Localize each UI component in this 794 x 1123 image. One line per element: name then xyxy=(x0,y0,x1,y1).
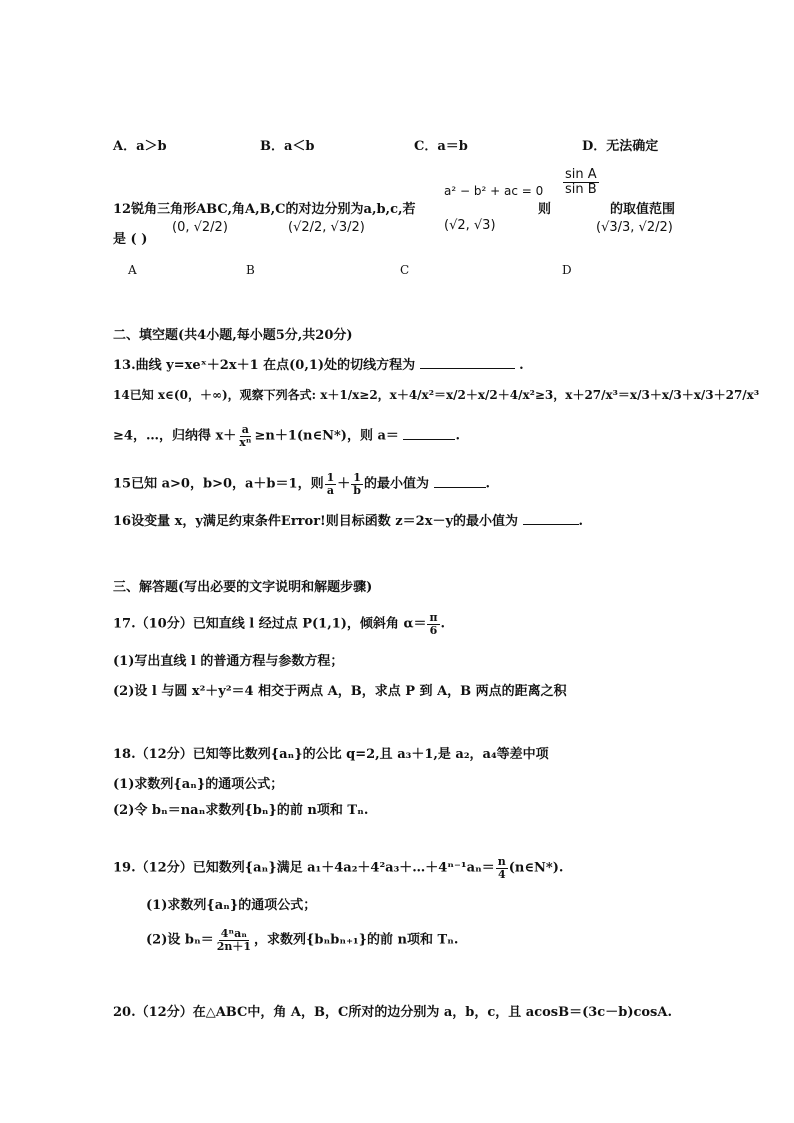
choice-c: C．a＝b xyxy=(414,139,468,154)
q15-plus: ＋ xyxy=(337,476,351,492)
option-d-range: (√3/3, √2/2) xyxy=(596,220,673,235)
q12-range-text: 的取值范围 xyxy=(610,202,676,217)
option-c-range: (√2, √3) xyxy=(444,218,496,233)
q14-text-b: ≥n＋1(n∈N*)，则 a＝ xyxy=(254,428,399,444)
q19-part2 xyxy=(146,928,458,952)
q18-head: 18.（12分）已知等比数列{aₙ}的公比 q=2,且 a₃＋1,是 a₂，a₄等差中项 xyxy=(113,747,549,762)
q17-part1: (1)写出直线 l 的普通方程与参数方程； xyxy=(113,654,344,669)
q13-text: 13.曲线 y=xeˣ＋2x＋1 在点(0,1)处的切线方程为 xyxy=(113,358,416,373)
label-b: B xyxy=(246,263,255,277)
section-2-title: 二、填空题(共4小题,每小题5分,共20分) xyxy=(113,328,353,343)
q16-text: 16设变量 x，y满足约束条件Error!则目标函数 z＝2x－y的最小值为 xyxy=(113,514,519,529)
q12-sin-fraction xyxy=(562,168,600,196)
q12-text: 12锐角三角形ABC,角A,B,C的对边分别为a,b,c,若 xyxy=(113,202,416,217)
q19-p2-num: 4ⁿaₙ xyxy=(220,927,247,940)
q17-head xyxy=(113,612,445,636)
q14-line2 xyxy=(113,424,460,448)
q14-den: xⁿ xyxy=(239,435,252,449)
q15-d2: b xyxy=(353,483,361,497)
q17-num: π xyxy=(429,611,438,624)
choice-b: B．a＜b xyxy=(260,139,315,154)
q12-then: 则 xyxy=(538,202,552,217)
q13-end: . xyxy=(519,358,524,373)
label-c: C xyxy=(400,263,410,277)
q18-part1: (1)求数列{aₙ}的通项公式； xyxy=(113,777,284,792)
q15-text: 15已知 a>0，b>0，a＋b＝1，则 xyxy=(113,476,324,492)
q18-part2: (2)令 bₙ＝naₙ求数列{bₙ}的前 n项和 Tₙ. xyxy=(113,803,369,818)
q13-answer-blank xyxy=(420,368,515,369)
q15-d1: a xyxy=(326,483,334,497)
choice-d: D．无法确定 xyxy=(582,139,659,154)
option-a-range: (0, √2/2) xyxy=(172,220,228,235)
q14-num: a xyxy=(241,423,249,436)
q15-text-b: 的最小值为 xyxy=(363,476,429,492)
q19-den: 4 xyxy=(497,867,506,881)
q12-condition: a² − b² + ac = 0 xyxy=(444,184,544,198)
q15-answer-blank xyxy=(434,487,486,488)
q17-text: 17.（10分）已知直线 l 经过点 P(1,1)，倾斜角 α＝ xyxy=(113,616,427,632)
option-b-range: (√2/2, √3/2) xyxy=(288,220,365,235)
q19-p2-den: 2n＋1 xyxy=(216,939,252,953)
q13 xyxy=(113,354,524,373)
label-d: D xyxy=(562,263,572,277)
q14-text-a: ≥4，…，归纳得 x＋ xyxy=(113,428,237,444)
frac-numerator: sin A xyxy=(565,167,597,182)
q12-paren: 是 ( ) xyxy=(113,232,148,247)
q19-num: n xyxy=(497,855,506,868)
q15-end: . xyxy=(485,476,491,492)
q15-n1: 1 xyxy=(326,471,335,484)
q19-text-b: (n∈N*). xyxy=(508,860,564,876)
q17-part2: (2)设 l 与圆 x²＋y²＝4 相交于两点 A，B，求点 P 到 A，B 两点的距离之积 xyxy=(113,684,567,699)
q19-part1: (1)求数列{aₙ}的通项公式； xyxy=(146,898,317,913)
q14-answer-blank xyxy=(403,439,455,440)
choice-a: A．a＞b xyxy=(113,139,167,154)
q17-tail: . xyxy=(440,616,446,632)
q20: 20.（12分）在△ABC中，角 A，B，C所对的边分别为 a，b，c，且 acosB＝(3c－b)cosA. xyxy=(113,1005,672,1020)
frac-denominator: sin B xyxy=(565,181,597,197)
section-3-title: 三、解答题(写出必要的文字说明和解题步骤) xyxy=(113,580,373,595)
q16 xyxy=(113,510,583,529)
q15 xyxy=(113,472,490,496)
q15-n2: 1 xyxy=(353,471,361,484)
label-a: A xyxy=(128,263,137,277)
q19-p2-text-a: (2)设 bₙ＝ xyxy=(146,932,214,948)
q19-p2-text-b: ，求数列{bₙbₙ₊₁}的前 n项和 Tₙ. xyxy=(254,932,459,948)
q17-den: 6 xyxy=(429,623,438,637)
q16-answer-blank xyxy=(523,524,579,525)
q14-line1: 14已知 x∈(0，＋∞)，观察下列各式: x＋1/x≥2，x＋4/x²＝x/2＋x/2＋4/x²≥3，x＋27/x³＝x/3＋x/3＋x/3＋27/x³ xyxy=(113,388,760,402)
q14-end: . xyxy=(455,428,460,444)
q16-end: . xyxy=(578,514,584,529)
q19-text-a: 19.（12分）已知数列{aₙ}满足 a₁＋4a₂＋4²a₃＋…＋4ⁿ⁻¹aₙ＝ xyxy=(113,860,495,876)
q19-head xyxy=(113,856,563,880)
